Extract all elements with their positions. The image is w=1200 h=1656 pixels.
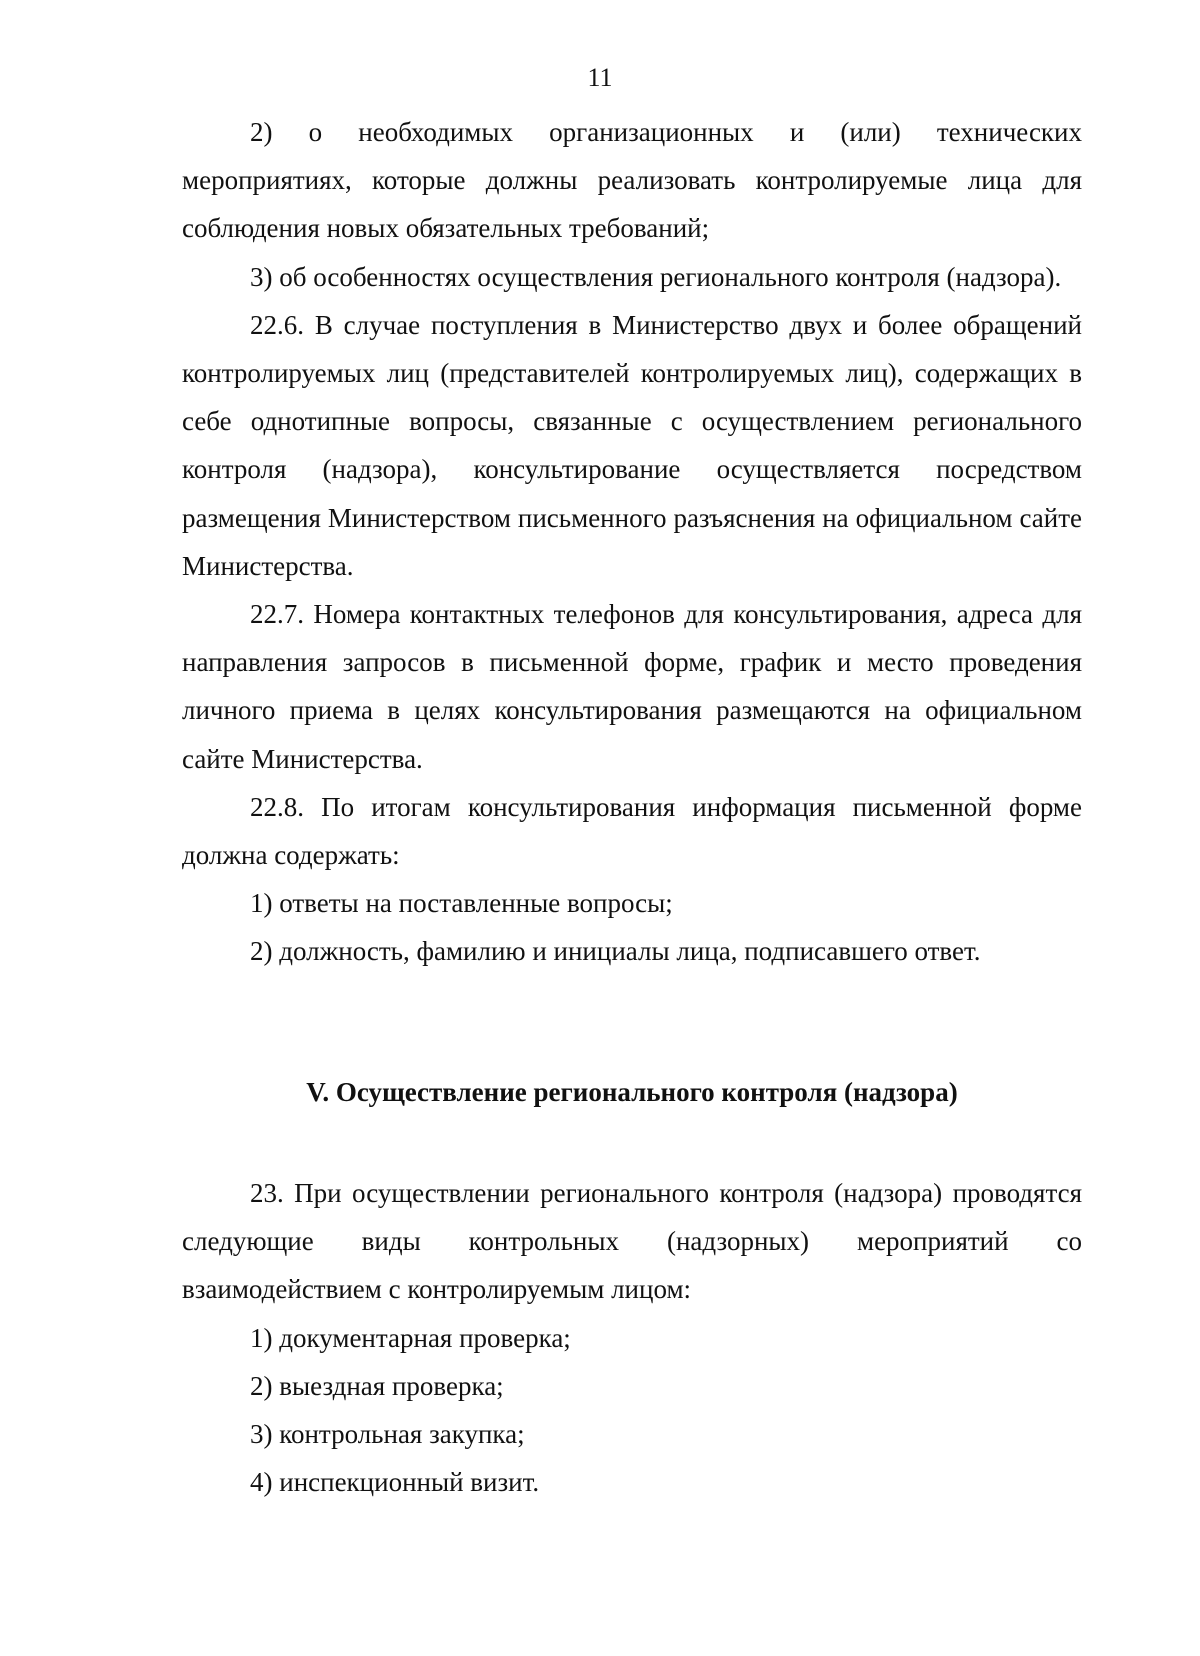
page-number: 11 — [587, 63, 613, 92]
section-heading: V. Осуществление регионального контроля (надзора) — [306, 1077, 958, 1107]
clause-23-item-1: 1) документарная проверка; — [250, 1322, 571, 1353]
clause-22-8-item-1: 1) ответы на поставленные вопросы; — [250, 888, 673, 919]
clause-23-item-2: 2) выездная проверка; — [250, 1370, 504, 1401]
clause-22-8-paragraph: 22.8. По итогам консультирования информация письменной форме должна содержать: — [182, 791, 1082, 871]
list-item-3-paragraph: 3) об особенностях осуществления регионального контроля (надзора). — [250, 261, 1062, 292]
document-body-bottom — [182, 1169, 1082, 1506]
list-item-2-paragraph: 2) о необходимых организационных и (или) технических мероприятиях, которые должны реализовать контролируемые лица для соблюдения новых обязательных требований; — [182, 117, 1082, 244]
clause-23-paragraph: 23. При осуществлении регионального контроля (надзора) проводятся следующие виды контрольных (надзорных) мероприятий со взаимодействием с контролируемым лицом: — [182, 1178, 1082, 1305]
clause-23-item-4: 4) инспекционный визит. — [250, 1467, 540, 1498]
clause-22-7-paragraph: 22.7. Номера контактных телефонов для консультирования, адреса для направления запросов в письменной форме, график и место проведения личного приема в целях консультирования размещаются на официальном сайте Министерства. — [182, 599, 1082, 774]
clause-22-6-paragraph: 22.6. В случае поступления в Министерство двух и более обращений контролируемых лиц (представителей контролируемых лиц), содержащих в себе однотипные вопросы, связанные с осуществлением регионального контроля (надзора), консультирование осуществляется посредством размещения Министерством письменного разъяснения на официальном сайте Министерства. — [182, 309, 1082, 581]
clause-22-8-item-2: 2) должность, фамилию и инициалы лица, подписавшего ответ. — [250, 936, 981, 967]
document-body-top — [182, 108, 1082, 976]
clause-23-item-3: 3) контрольная закупка; — [250, 1419, 525, 1450]
